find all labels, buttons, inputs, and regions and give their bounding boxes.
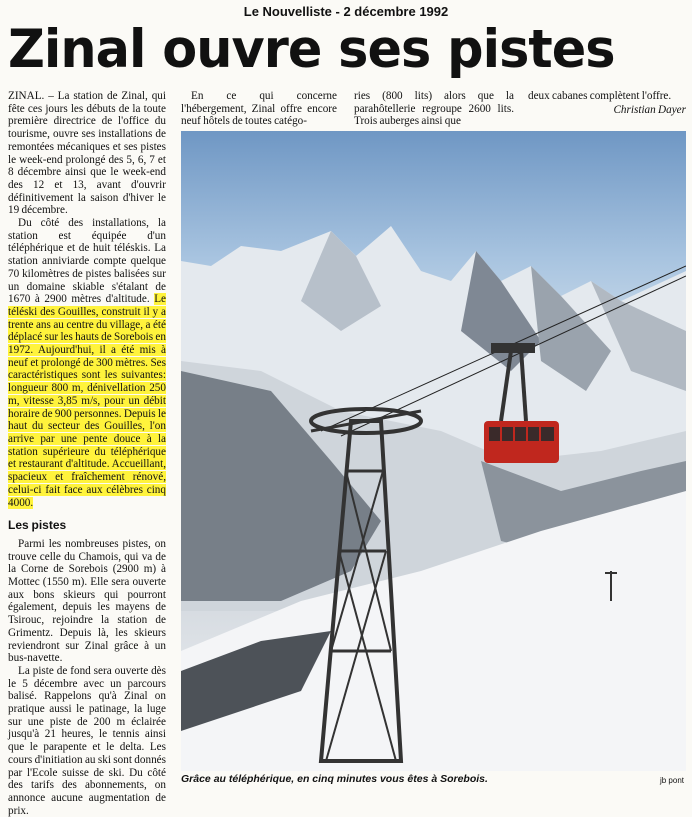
paragraph-installations xyxy=(8,217,166,509)
article-column-3 xyxy=(354,90,514,128)
article-column-4 xyxy=(528,90,686,116)
article-column-2 xyxy=(181,90,337,128)
paragraph-fond: La piste de fond sera ouverte dès le 5 décembre avec un parcours balisé. Rappelons qu'à Zinal on pratique aussi le patinage, la luge sur une piste de 200 m éclairée jusqu'à 21 heures, le tennis ainsi que le parapente et le delta. Les cours d'initiation au ski sont donnés par l'Ecole suisse de ski. Du côté des tarifs des abonnements, on annonce aucune augmentation de prix. xyxy=(8,664,166,817)
paragraph-pistes: Parmi les nombreuses pistes, on trouve celle du Chamois, qui va de la Corne de Sorebois (2900 m) à Mottec (1550 m). Elle sera ouverte aux bons skieurs qui pourront également, depuis les mayens de Tsirouc, rejoindre la station de Grimentz. Depuis là, les skieurs reviendront sur Zinal grâce à un bus-navette. xyxy=(8,537,166,665)
article-headline: Zinal ouvre ses pistes xyxy=(8,19,615,80)
photo-credit: jb pont xyxy=(659,776,684,785)
subhead-les-pistes: Les pistes xyxy=(8,518,67,533)
article-column-1 xyxy=(8,90,166,817)
author-byline: Christian Dayer xyxy=(613,103,686,116)
highlighted-passage: Le téléski des Gouilles, construit il y a trente ans au centre du village, a été déplacé sur les hauts de Sorebois en 1972. Aujourd'hui, il a été mis à neuf et prolongé de 300 mètres. Ses caractéristiques sont les suivantes: longueur 800 m, dénivellation 250 m, vitesse 3,85 m/s, pour un débit horaire de 900 personnes. Depuis le haut du secteur des Gouilles, l'on arrive par une pente douce à la station supérieure du téléphérique et restaurant d'altitude. Accueillant, spacieux et fraîchement rénové, celui-ci fait face aux célèbres cinq 4000. xyxy=(8,293,166,509)
cable-car-photo xyxy=(181,131,686,771)
installations-text: Du côté des installations, la station est équipée d'un téléphérique et de huit téléskis. La station anniviarde compte quelque 70 kilomètres de pistes balisées sur un domaine skiable s'étalant de 1670 à 2900 mètres d'altitude. xyxy=(8,217,166,306)
paragraph-offre: deux cabanes complètent l'offre. xyxy=(528,90,672,102)
paragraph-intro: ZINAL. – La station de Zinal, qui fête ces jours les débuts de la toute première directrice de l'office du tourisme, ouvre ses installations de remontées mécaniques et ses pistes le week-end prolongé des 5, 6, 7 et 8 décembre ainsi que le week-end des 12 et 13, avant d'ouvrir définitivement la saison d'hiver le 19 décembre. xyxy=(8,90,166,217)
paragraph-hebergement-cont: ries (800 lits) alors que la parahôtellerie regroupe 2600 lits. Trois auberges ainsi que xyxy=(354,90,514,128)
paragraph-hebergement: En ce qui concerne l'hébergement, Zinal offre encore neuf hôtels de toutes catégo- xyxy=(181,90,337,128)
newspaper-header: Le Nouvelliste - 2 décembre 1992 xyxy=(243,4,449,19)
photo-caption: Grâce au téléphérique, en cinq minutes vous êtes à Sorebois. xyxy=(181,773,488,785)
mountain-scene-illustration xyxy=(181,131,686,771)
